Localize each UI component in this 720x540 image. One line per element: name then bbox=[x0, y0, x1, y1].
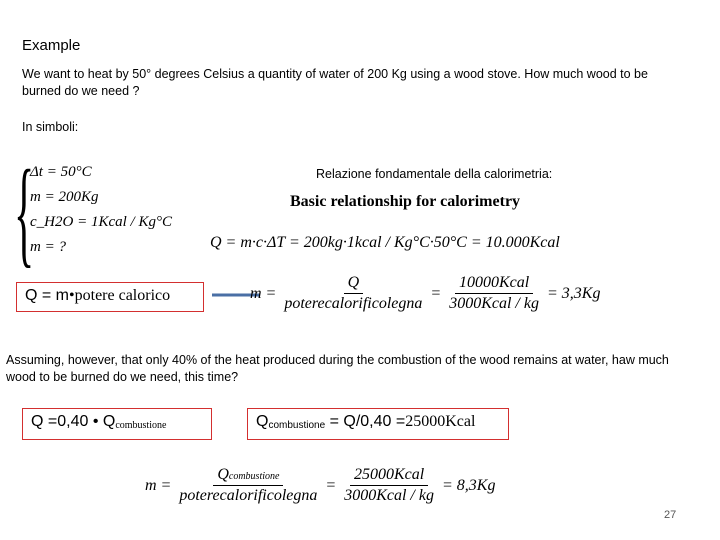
eq2-result: = 8,3Kg bbox=[441, 476, 496, 494]
formula-box-mass bbox=[16, 282, 204, 312]
eq1-frac2-numerator: 10000Kcal bbox=[455, 274, 533, 294]
eq1-fraction-2 bbox=[445, 274, 543, 313]
eq2-frac2-numerator: 25000Kcal bbox=[350, 466, 428, 486]
box1-suffix: •potere calorico bbox=[69, 287, 171, 304]
heat-equation: Q = m·c·ΔT = 200kg·1kcal / Kg°C·50°C = 10.000Kcal bbox=[210, 234, 560, 251]
box1-prefix: Q = m bbox=[25, 287, 70, 304]
eq1-frac2-denominator: 3000Kcal / kg bbox=[449, 295, 539, 312]
eq1-fraction-1 bbox=[280, 274, 426, 313]
mass-equation bbox=[250, 274, 600, 313]
givens-list bbox=[30, 160, 172, 260]
eq1-result: = 3,3Kg bbox=[546, 284, 601, 302]
given-delta-t: Δt = 50°C bbox=[30, 164, 92, 180]
page-number: 27 bbox=[664, 509, 677, 521]
box3-subscript: combustione bbox=[268, 420, 326, 431]
box2-prefix: Q =0,40 • Q bbox=[31, 413, 116, 430]
given-unknown: m = ? bbox=[30, 239, 66, 255]
eq2-frac1-numerator-main: Q bbox=[217, 466, 229, 483]
given-mass: m = 200Kg bbox=[30, 189, 99, 205]
relation-label-english: Basic relationship for calorimetry bbox=[290, 193, 521, 210]
box2-subscript: combustione bbox=[115, 420, 167, 431]
box3-prefix: Q bbox=[256, 413, 269, 430]
followup-question: Assuming, however, that only 40% of the heat produced during the combustion of the wood remains at water, haw much wood to be burned do we need, this time? bbox=[6, 353, 669, 384]
eq2-frac2-denominator: 3000Kcal / kg bbox=[344, 487, 434, 504]
eq2-fraction-1 bbox=[175, 466, 321, 505]
eq2-lhs: m = bbox=[145, 476, 172, 494]
mass-equation-2 bbox=[145, 466, 495, 505]
box3-value: 25000Kcal bbox=[405, 413, 476, 430]
given-specific-heat: c_H2O = 1Kcal / Kg°C bbox=[30, 214, 172, 230]
eq2-fraction-2 bbox=[340, 466, 438, 505]
eq1-frac1-denominator: poterecalorificolegna bbox=[284, 295, 423, 312]
eq1-equals: = bbox=[430, 284, 442, 302]
problem-statement: We want to heat by 50° degrees Celsius a quantity of water of 200 Kg using a wood stove. How much wood to be burned do we need ? bbox=[22, 67, 648, 98]
relation-label-italian: Relazione fondamentale della calorimetria: bbox=[316, 167, 553, 181]
slide-title: Example bbox=[22, 37, 81, 54]
eq1-lhs: m = bbox=[250, 284, 277, 302]
eq2-equals: = bbox=[325, 476, 337, 494]
formula-box-qcombustione bbox=[247, 408, 509, 440]
symbols-heading: In simboli: bbox=[22, 120, 79, 134]
eq2-frac1-numerator bbox=[213, 466, 283, 486]
formula-box-q bbox=[22, 408, 212, 440]
box3-suffix: = Q/0,40 = bbox=[325, 413, 406, 430]
eq2-frac1-denominator: poterecalorificolegna bbox=[179, 487, 318, 504]
eq2-frac1-numerator-sub: combustione bbox=[228, 471, 280, 482]
left-brace: { bbox=[14, 145, 35, 278]
eq1-frac1-numerator: Q bbox=[344, 274, 364, 294]
